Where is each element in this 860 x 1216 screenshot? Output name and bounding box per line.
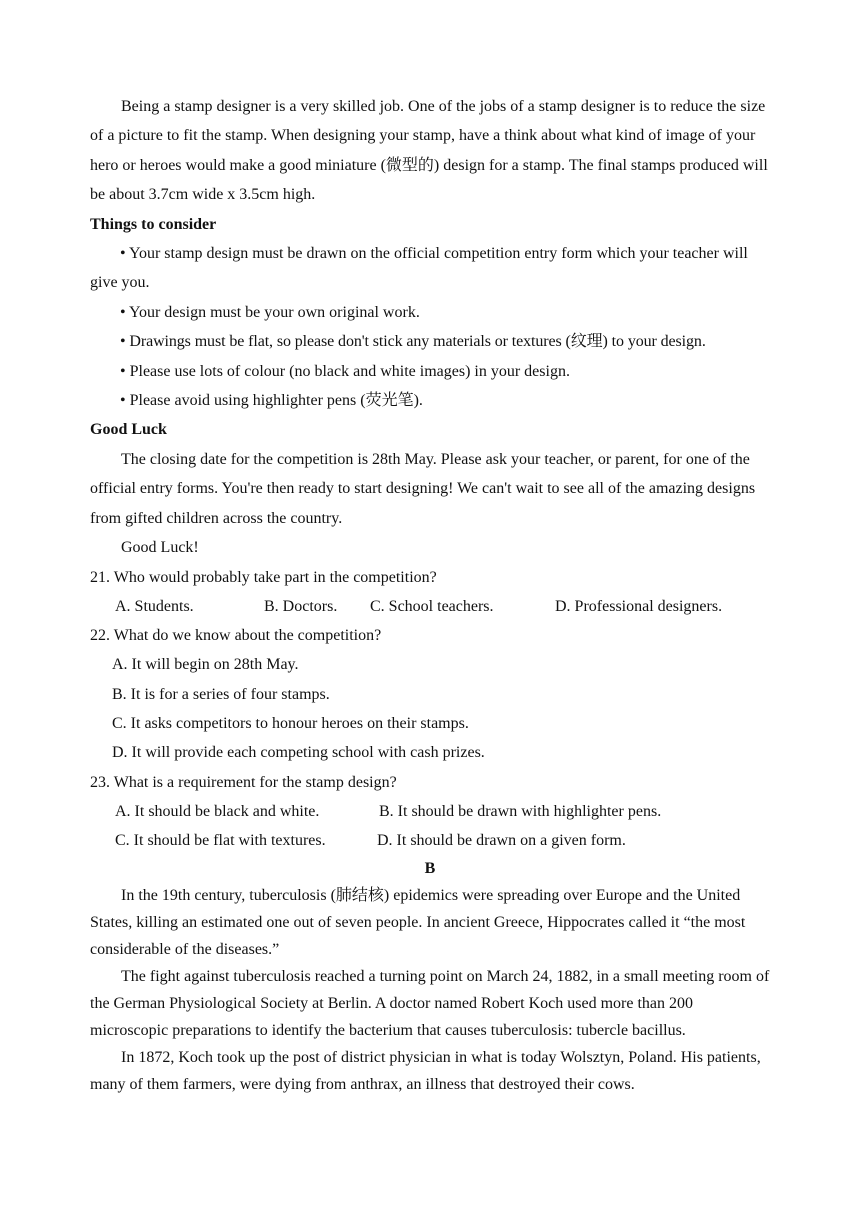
bullet-use-colour: • Please use lots of colour (no black and white images) in your design. [120,362,570,380]
q21-option-c: C. School teachers. [370,597,494,615]
signoff: Good Luck! [121,539,199,557]
passage-b-paragraph-3: In 1872, Koch took up the post of district physician in what is today Wolsztyn, Poland. His patients, many of them farmers, were dying from anthrax, an illness that destroyed their cows. [90,1049,761,1094]
question-21-options [90,592,770,621]
closing-paragraph: The closing date for the competition is 28th May. Please ask your teacher, or parent, for one of the official entry forms. You're then ready to start designing! We can't wait to see all of the amazing designs from gifted children across the country. [90,450,756,527]
q22-option-c: C. It asks competitors to honour heroes on their stamps. [112,714,469,732]
q22-option-a: A. It will begin on 28th May. [112,656,299,674]
good-luck-heading: Good Luck [90,421,167,439]
q22-option-d: D. It will provide each competing school with cash prizes. [112,744,485,762]
q22-option-b: B. It is for a series of four stamps. [112,685,330,703]
question-22-stem: 22. What do we know about the competition? [90,627,382,645]
bullet-flat-drawings: • Drawings must be flat, so please don't stick any materials or textures (纹理) to your design. [120,333,706,351]
q23-option-c: C. It should be flat with textures. [115,832,326,850]
question-21-stem: 21. Who would probably take part in the competition? [90,568,437,586]
bullet-official-form: • Your stamp design must be drawn on the official competition entry form which your teacher will give you. [90,245,748,292]
question-23-stem: 23. What is a requirement for the stamp design? [90,773,397,791]
question-23-options-row1 [90,797,770,826]
bullet-original-work: • Your design must be your own original work. [120,303,420,321]
bullet-avoid-highlighters: • Please avoid using highlighter pens (荧光笔). [120,392,423,410]
q21-option-d: D. Professional designers. [555,597,723,615]
passage-b-paragraph-1: In the 19th century, tuberculosis (肺结核) epidemics were spreading over Europe and the United States, killing an estimated one out of seven people. In ancient Greece, Hippocrates called it “the most considerable of the diseases.” [90,887,746,959]
q23-option-a: A. It should be black and white. [115,802,320,820]
q23-option-d: D. It should be drawn on a given form. [377,832,626,850]
document-page [90,92,770,1098]
q21-option-a: A. Students. [115,597,194,615]
q21-option-b: B. Doctors. [264,597,338,615]
passage-a-intro: Being a stamp designer is a very skilled job. One of the jobs of a stamp designer is to reduce the size of a picture to fit the stamp. When designing your stamp, have a think about what kind of image of your hero or heroes would make a good miniature (微型的) design for a stamp. The final stamps produced will be about 3.7cm wide x 3.5cm high. [90,98,768,204]
passage-b-label: B [424,860,436,878]
passage-b-paragraph-2: The fight against tuberculosis reached a turning point on March 24, 1882, in a small meeting room of the German Physiological Society at Berlin. A doctor named Robert Koch used more than 200 microscopic preparations to identify the bacterium that causes tuberculosis: tubercle bacillus. [90,968,770,1040]
q23-option-b: B. It should be drawn with highlighter pens. [379,802,662,820]
things-to-consider-heading: Things to consider [90,215,217,233]
question-23-options-row2 [90,826,770,855]
